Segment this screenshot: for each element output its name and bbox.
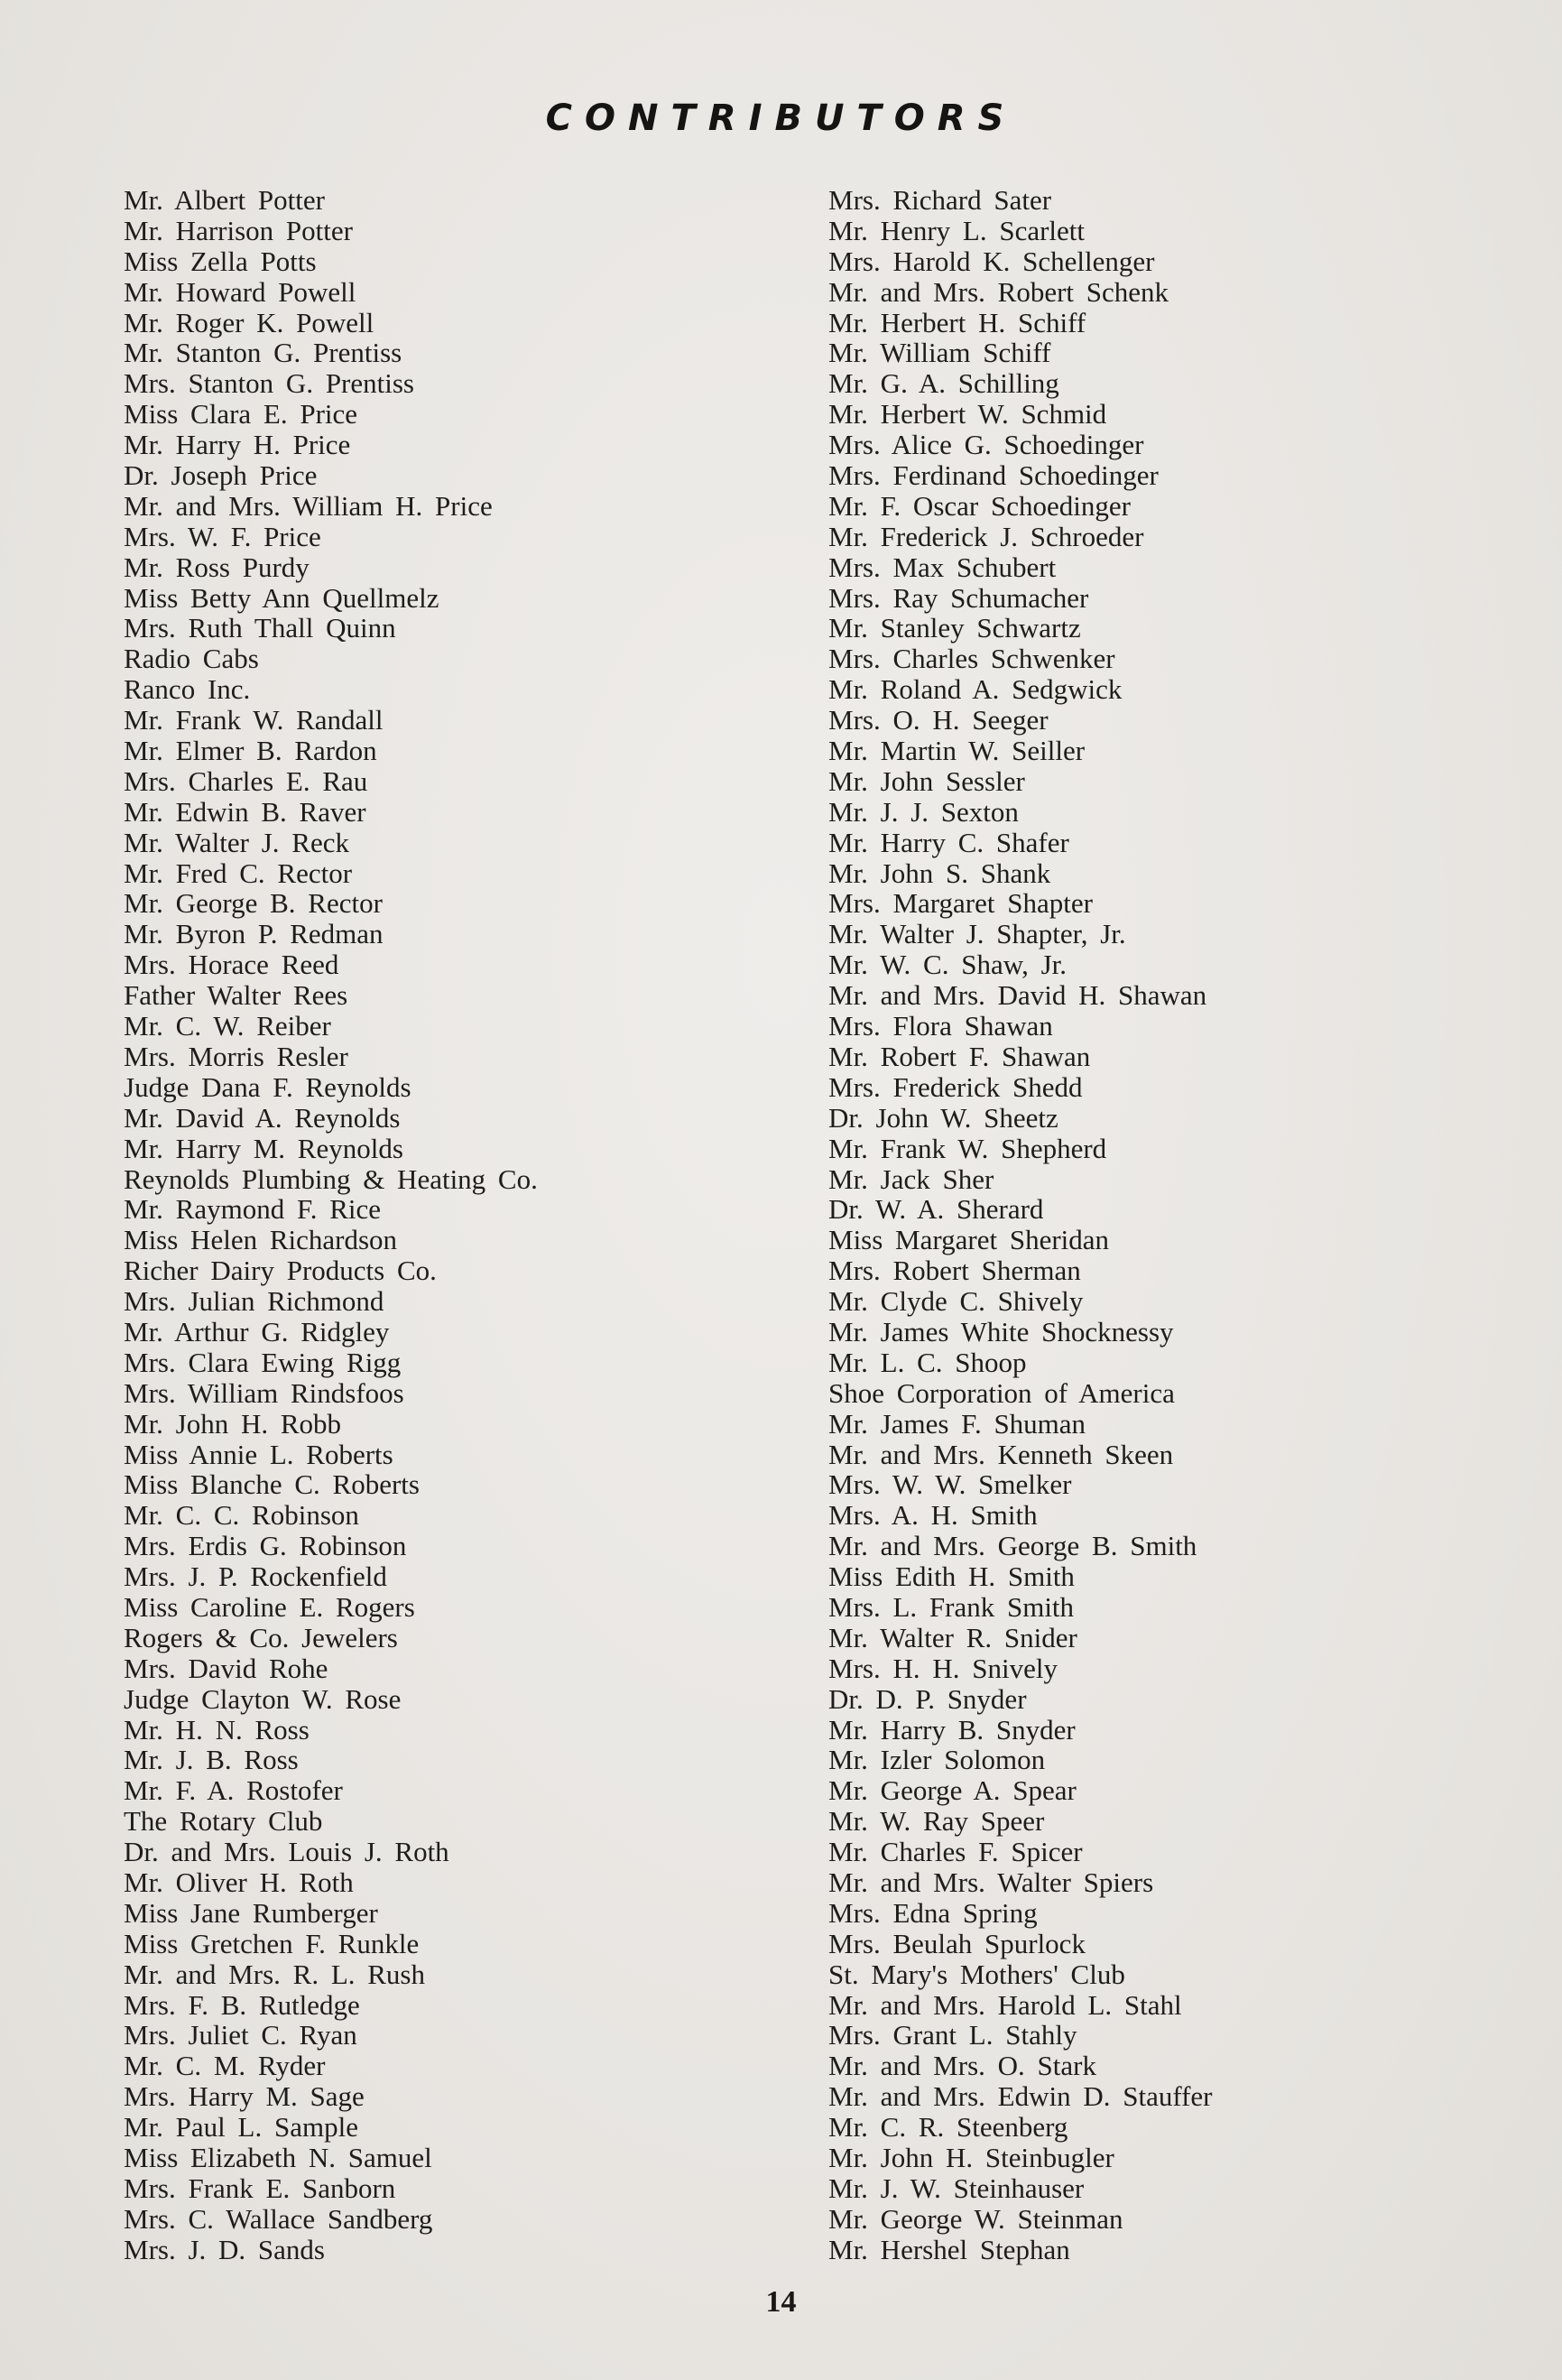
contributor-entry: Mrs. Frank E. Sanborn bbox=[124, 2172, 396, 2204]
contributor-entry: Mrs. Julian Richmond bbox=[124, 1285, 384, 1318]
contributor-entry: Mrs. Morris Resler bbox=[124, 1040, 348, 1072]
contributor-entry: Mr. Walter R. Snider bbox=[828, 1621, 1077, 1653]
contributor-entry: Mr. James White Shocknessy bbox=[828, 1315, 1174, 1347]
contributor-entry: Mr. John H. Robb bbox=[124, 1407, 342, 1440]
contributor-entry: Rogers & Co. Jewelers bbox=[124, 1621, 398, 1653]
contributor-entry: Mr. Frank W. Randall bbox=[124, 704, 384, 736]
page-heading: CONTRIBUTORS bbox=[545, 97, 1017, 139]
contributor-entry: Mr. Roland A. Sedgwick bbox=[828, 673, 1123, 706]
contributor-entry: Mr. L. C. Shoop bbox=[828, 1346, 1027, 1378]
contributor-entry: Dr. D. P. Snyder bbox=[828, 1682, 1027, 1715]
contributor-entry: Mr. Herbert H. Schiff bbox=[828, 306, 1086, 338]
contributor-entry: Mr. Hershel Stephan bbox=[828, 2233, 1070, 2265]
contributors-column-right bbox=[828, 185, 1213, 2265]
contributor-entry: Mr. and Mrs. Edwin D. Stauffer bbox=[828, 2080, 1213, 2113]
contributor-entry: Mrs. C. Wallace Sandberg bbox=[124, 2202, 433, 2235]
contributor-entry: Mrs. Richard Sater bbox=[828, 184, 1052, 216]
contributor-entry: Mr. Stanley Schwartz bbox=[828, 612, 1081, 644]
contributor-entry: Mr. Oliver H. Roth bbox=[124, 1866, 354, 1898]
contributor-entry: Mr. Walter J. Shapter, Jr. bbox=[828, 918, 1126, 950]
contributor-entry: Mr. and Mrs. George B. Smith bbox=[828, 1530, 1197, 1562]
contributor-entry: Mr. Raymond F. Rice bbox=[124, 1193, 382, 1226]
contributor-entry: Mrs. Ruth Thall Quinn bbox=[124, 612, 396, 644]
contributor-entry: Mr. Edwin B. Raver bbox=[124, 795, 366, 828]
contributor-entry: Mr. Harrison Potter bbox=[124, 214, 353, 246]
contributor-entry: Mrs. Edna Spring bbox=[828, 1896, 1038, 1929]
contributor-entry: Mr. and Mrs. O. Stark bbox=[828, 2050, 1096, 2082]
contributor-entry: Mrs. Beulah Spurlock bbox=[828, 1927, 1086, 1959]
contributor-entry: Mr. Izler Solomon bbox=[828, 1744, 1046, 1776]
contributor-entry: Reynolds Plumbing & Heating Co. bbox=[124, 1162, 538, 1195]
contributor-entry: Mrs. Charles E. Rau bbox=[124, 764, 368, 797]
contributor-entry: Mrs. J. D. Sands bbox=[124, 2233, 325, 2265]
contributor-entry: Dr. John W. Sheetz bbox=[828, 1101, 1058, 1134]
contributor-entry: Mr. Walter J. Reck bbox=[124, 826, 349, 858]
contributor-entry: Mr. and Mrs. Harold L. Stahl bbox=[828, 1988, 1182, 2021]
contributor-entry: Mr. Jack Sher bbox=[828, 1162, 994, 1195]
contributor-entry: Mr. Fred C. Rector bbox=[124, 857, 353, 889]
contributor-entry: Mr. John Sessler bbox=[828, 764, 1025, 797]
contributor-entry: Richer Dairy Products Co. bbox=[124, 1255, 437, 1287]
contributor-entry: Mr. Stanton G. Prentiss bbox=[124, 337, 402, 369]
contributor-entry: Mrs. William Rindsfoos bbox=[124, 1376, 404, 1409]
contributor-entry: Mr. G. A. Schilling bbox=[828, 367, 1059, 400]
contributor-entry: Mr. W. Ray Speer bbox=[828, 1805, 1045, 1838]
contributor-entry: Mrs. Grant L. Stahly bbox=[828, 2019, 1077, 2051]
contributor-entry: Mr. Martin W. Seiller bbox=[828, 735, 1086, 767]
contributor-entry: Mrs. Max Schubert bbox=[828, 551, 1057, 583]
contributor-entry: Miss Clara E. Price bbox=[124, 398, 358, 431]
contributor-entry: Mrs. Harry M. Sage bbox=[124, 2080, 365, 2113]
contributor-entry: Mr. Byron P. Redman bbox=[124, 918, 384, 950]
contributor-entry: St. Mary's Mothers' Club bbox=[828, 1958, 1125, 1990]
contributor-entry: Mr. Ross Purdy bbox=[124, 551, 310, 583]
contributor-entry: Mr. C. W. Reiber bbox=[124, 1010, 331, 1042]
contributor-entry: Judge Dana F. Reynolds bbox=[124, 1070, 411, 1103]
contributor-entry: Mr. Paul L. Sample bbox=[124, 2111, 358, 2144]
contributor-entry: Mr. Herbert W. Schmid bbox=[828, 398, 1107, 431]
contributor-entry: Mr. William Schiff bbox=[828, 337, 1051, 369]
contributor-entry: Mrs. W. W. Smelker bbox=[828, 1468, 1072, 1501]
contributor-entry: Mr. and Mrs. R. L. Rush bbox=[124, 1958, 425, 1990]
contributor-entry: Miss Caroline E. Rogers bbox=[124, 1590, 415, 1623]
contributor-entry: The Rotary Club bbox=[124, 1805, 323, 1838]
contributor-entry: Mr. John S. Shank bbox=[828, 857, 1051, 889]
contributor-entry: Mr. David A. Reynolds bbox=[124, 1101, 401, 1134]
contributor-entry: Miss Annie L. Roberts bbox=[124, 1438, 393, 1470]
contributor-entry: Mr. J. W. Steinhauser bbox=[828, 2172, 1085, 2204]
contributor-entry: Mr. and Mrs. Walter Spiers bbox=[828, 1866, 1154, 1898]
contributor-entry: Miss Blanche C. Roberts bbox=[124, 1468, 420, 1501]
contributor-entry: Mr. C. M. Ryder bbox=[124, 2050, 326, 2082]
contributor-entry: Mr. and Mrs. Robert Schenk bbox=[828, 275, 1169, 308]
contributor-entry: Mr. J. J. Sexton bbox=[828, 795, 1019, 828]
contributor-entry: Shoe Corporation of America bbox=[828, 1376, 1175, 1409]
contributor-entry: Radio Cabs bbox=[124, 643, 259, 675]
contributor-entry: Mr. W. C. Shaw, Jr. bbox=[828, 949, 1068, 981]
contributor-entry: Mrs. A. H. Smith bbox=[828, 1499, 1038, 1532]
contributor-entry: Miss Margaret Sheridan bbox=[828, 1224, 1110, 1256]
contributor-entry: Mrs. Clara Ewing Rigg bbox=[124, 1346, 402, 1378]
contributor-entry: Mr. C. R. Steenberg bbox=[828, 2111, 1068, 2144]
contributor-entry: Mr. Harry B. Snyder bbox=[828, 1713, 1076, 1746]
contributor-entry: Mr. H. N. Ross bbox=[124, 1713, 310, 1746]
contributor-entry: Dr. W. A. Sherard bbox=[828, 1193, 1044, 1226]
contributor-entry: Mr. Frederick J. Schroeder bbox=[828, 520, 1144, 552]
contributor-entry: Mrs. F. B. Rutledge bbox=[124, 1988, 360, 2021]
contributor-entry: Mr. and Mrs. Kenneth Skeen bbox=[828, 1438, 1174, 1470]
contributor-entry: Mr. Howard Powell bbox=[124, 275, 356, 308]
contributor-entry: Miss Betty Ann Quellmelz bbox=[124, 581, 439, 614]
contributor-entry: Mrs. Ferdinand Schoedinger bbox=[828, 459, 1159, 492]
contributor-entry: Dr. Joseph Price bbox=[124, 459, 318, 492]
contributor-entry: Mr. Harry M. Reynolds bbox=[124, 1132, 403, 1164]
contributor-entry: Mr. George W. Steinman bbox=[828, 2202, 1123, 2235]
contributor-entry: Mr. and Mrs. David H. Shawan bbox=[828, 979, 1207, 1012]
contributor-entry: Mr. F. A. Rostofer bbox=[124, 1774, 343, 1807]
contributor-entry: Mr. Robert F. Shawan bbox=[828, 1040, 1091, 1072]
contributor-entry: Mrs. O. H. Seeger bbox=[828, 704, 1049, 736]
contributor-entry: Miss Jane Rumberger bbox=[124, 1896, 378, 1929]
contributor-entry: Mrs. Horace Reed bbox=[124, 949, 339, 981]
contributor-entry: Miss Edith H. Smith bbox=[828, 1560, 1075, 1593]
contributors-column-left bbox=[124, 185, 538, 2265]
contributor-entry: Dr. and Mrs. Louis J. Roth bbox=[124, 1836, 449, 1868]
contributor-entry: Mr. Albert Potter bbox=[124, 184, 325, 216]
contributor-entry: Mrs. Frederick Shedd bbox=[828, 1070, 1083, 1103]
contributor-entry: Mr. Clyde C. Shively bbox=[828, 1285, 1084, 1318]
contributor-entry: Mrs. Stanton G. Prentiss bbox=[124, 367, 414, 400]
contributor-entry: Mr. Henry L. Scarlett bbox=[828, 214, 1086, 246]
contributor-entry: Mrs. J. P. Rockenfield bbox=[124, 1560, 387, 1593]
contributor-entry: Mrs. Charles Schwenker bbox=[828, 643, 1115, 675]
contributor-entry: Mr. George B. Rector bbox=[124, 887, 383, 920]
contributor-entry: Mr. F. Oscar Schoedinger bbox=[828, 489, 1131, 522]
contributor-entry: Mrs. Juliet C. Ryan bbox=[124, 2019, 357, 2051]
contributor-entry: Mrs. Margaret Shapter bbox=[828, 887, 1093, 920]
contributor-entry: Mrs. Robert Sherman bbox=[828, 1255, 1081, 1287]
contributor-entry: Ranco Inc. bbox=[124, 673, 251, 706]
contributor-entry: Miss Zella Potts bbox=[124, 245, 317, 277]
contributor-entry: Mrs. H. H. Snively bbox=[828, 1652, 1058, 1684]
contributor-entry: Miss Elizabeth N. Samuel bbox=[124, 2142, 432, 2173]
contributor-entry: Mr. George A. Spear bbox=[828, 1774, 1077, 1807]
page-number: 14 bbox=[765, 2285, 797, 2319]
contributor-entry: Mr. Harry H. Price bbox=[124, 429, 351, 461]
contributor-entry: Judge Clayton W. Rose bbox=[124, 1682, 402, 1715]
contributor-entry: Mr. J. B. Ross bbox=[124, 1744, 299, 1776]
contributor-entry: Miss Helen Richardson bbox=[124, 1224, 398, 1256]
contributor-entry: Mr. and Mrs. William H. Price bbox=[124, 489, 493, 522]
contributor-entry: Mrs. W. F. Price bbox=[124, 520, 321, 552]
contributor-entry: Mrs. Ray Schumacher bbox=[828, 581, 1089, 614]
contributor-entry: Mr. Arthur G. Ridgley bbox=[124, 1315, 390, 1347]
contributor-entry: Mrs. Harold K. Schellenger bbox=[828, 245, 1155, 277]
contributor-entry: Miss Gretchen F. Runkle bbox=[124, 1927, 420, 1959]
contributor-entry: Mr. Elmer B. Rardon bbox=[124, 735, 377, 767]
contributor-entry: Mrs. L. Frank Smith bbox=[828, 1590, 1075, 1623]
contributor-entry: Mrs. Flora Shawan bbox=[828, 1010, 1053, 1042]
contributor-entry: Mr. Roger K. Powell bbox=[124, 306, 374, 338]
contributor-entry: Father Walter Rees bbox=[124, 979, 348, 1012]
contributor-entry: Mr. Charles F. Spicer bbox=[828, 1836, 1083, 1868]
contributor-entry: Mr. Harry C. Shafer bbox=[828, 826, 1069, 858]
contributor-entry: Mr. John H. Steinbugler bbox=[828, 2142, 1114, 2173]
contributor-entry: Mr. C. C. Robinson bbox=[124, 1499, 359, 1532]
contributor-entry: Mr. James F. Shuman bbox=[828, 1407, 1086, 1440]
contributor-entry: Mrs. Erdis G. Robinson bbox=[124, 1530, 407, 1562]
contributor-entry: Mrs. David Rohe bbox=[124, 1652, 328, 1684]
contributor-entry: Mr. Frank W. Shepherd bbox=[828, 1132, 1107, 1164]
contributor-entry: Mrs. Alice G. Schoedinger bbox=[828, 429, 1144, 461]
